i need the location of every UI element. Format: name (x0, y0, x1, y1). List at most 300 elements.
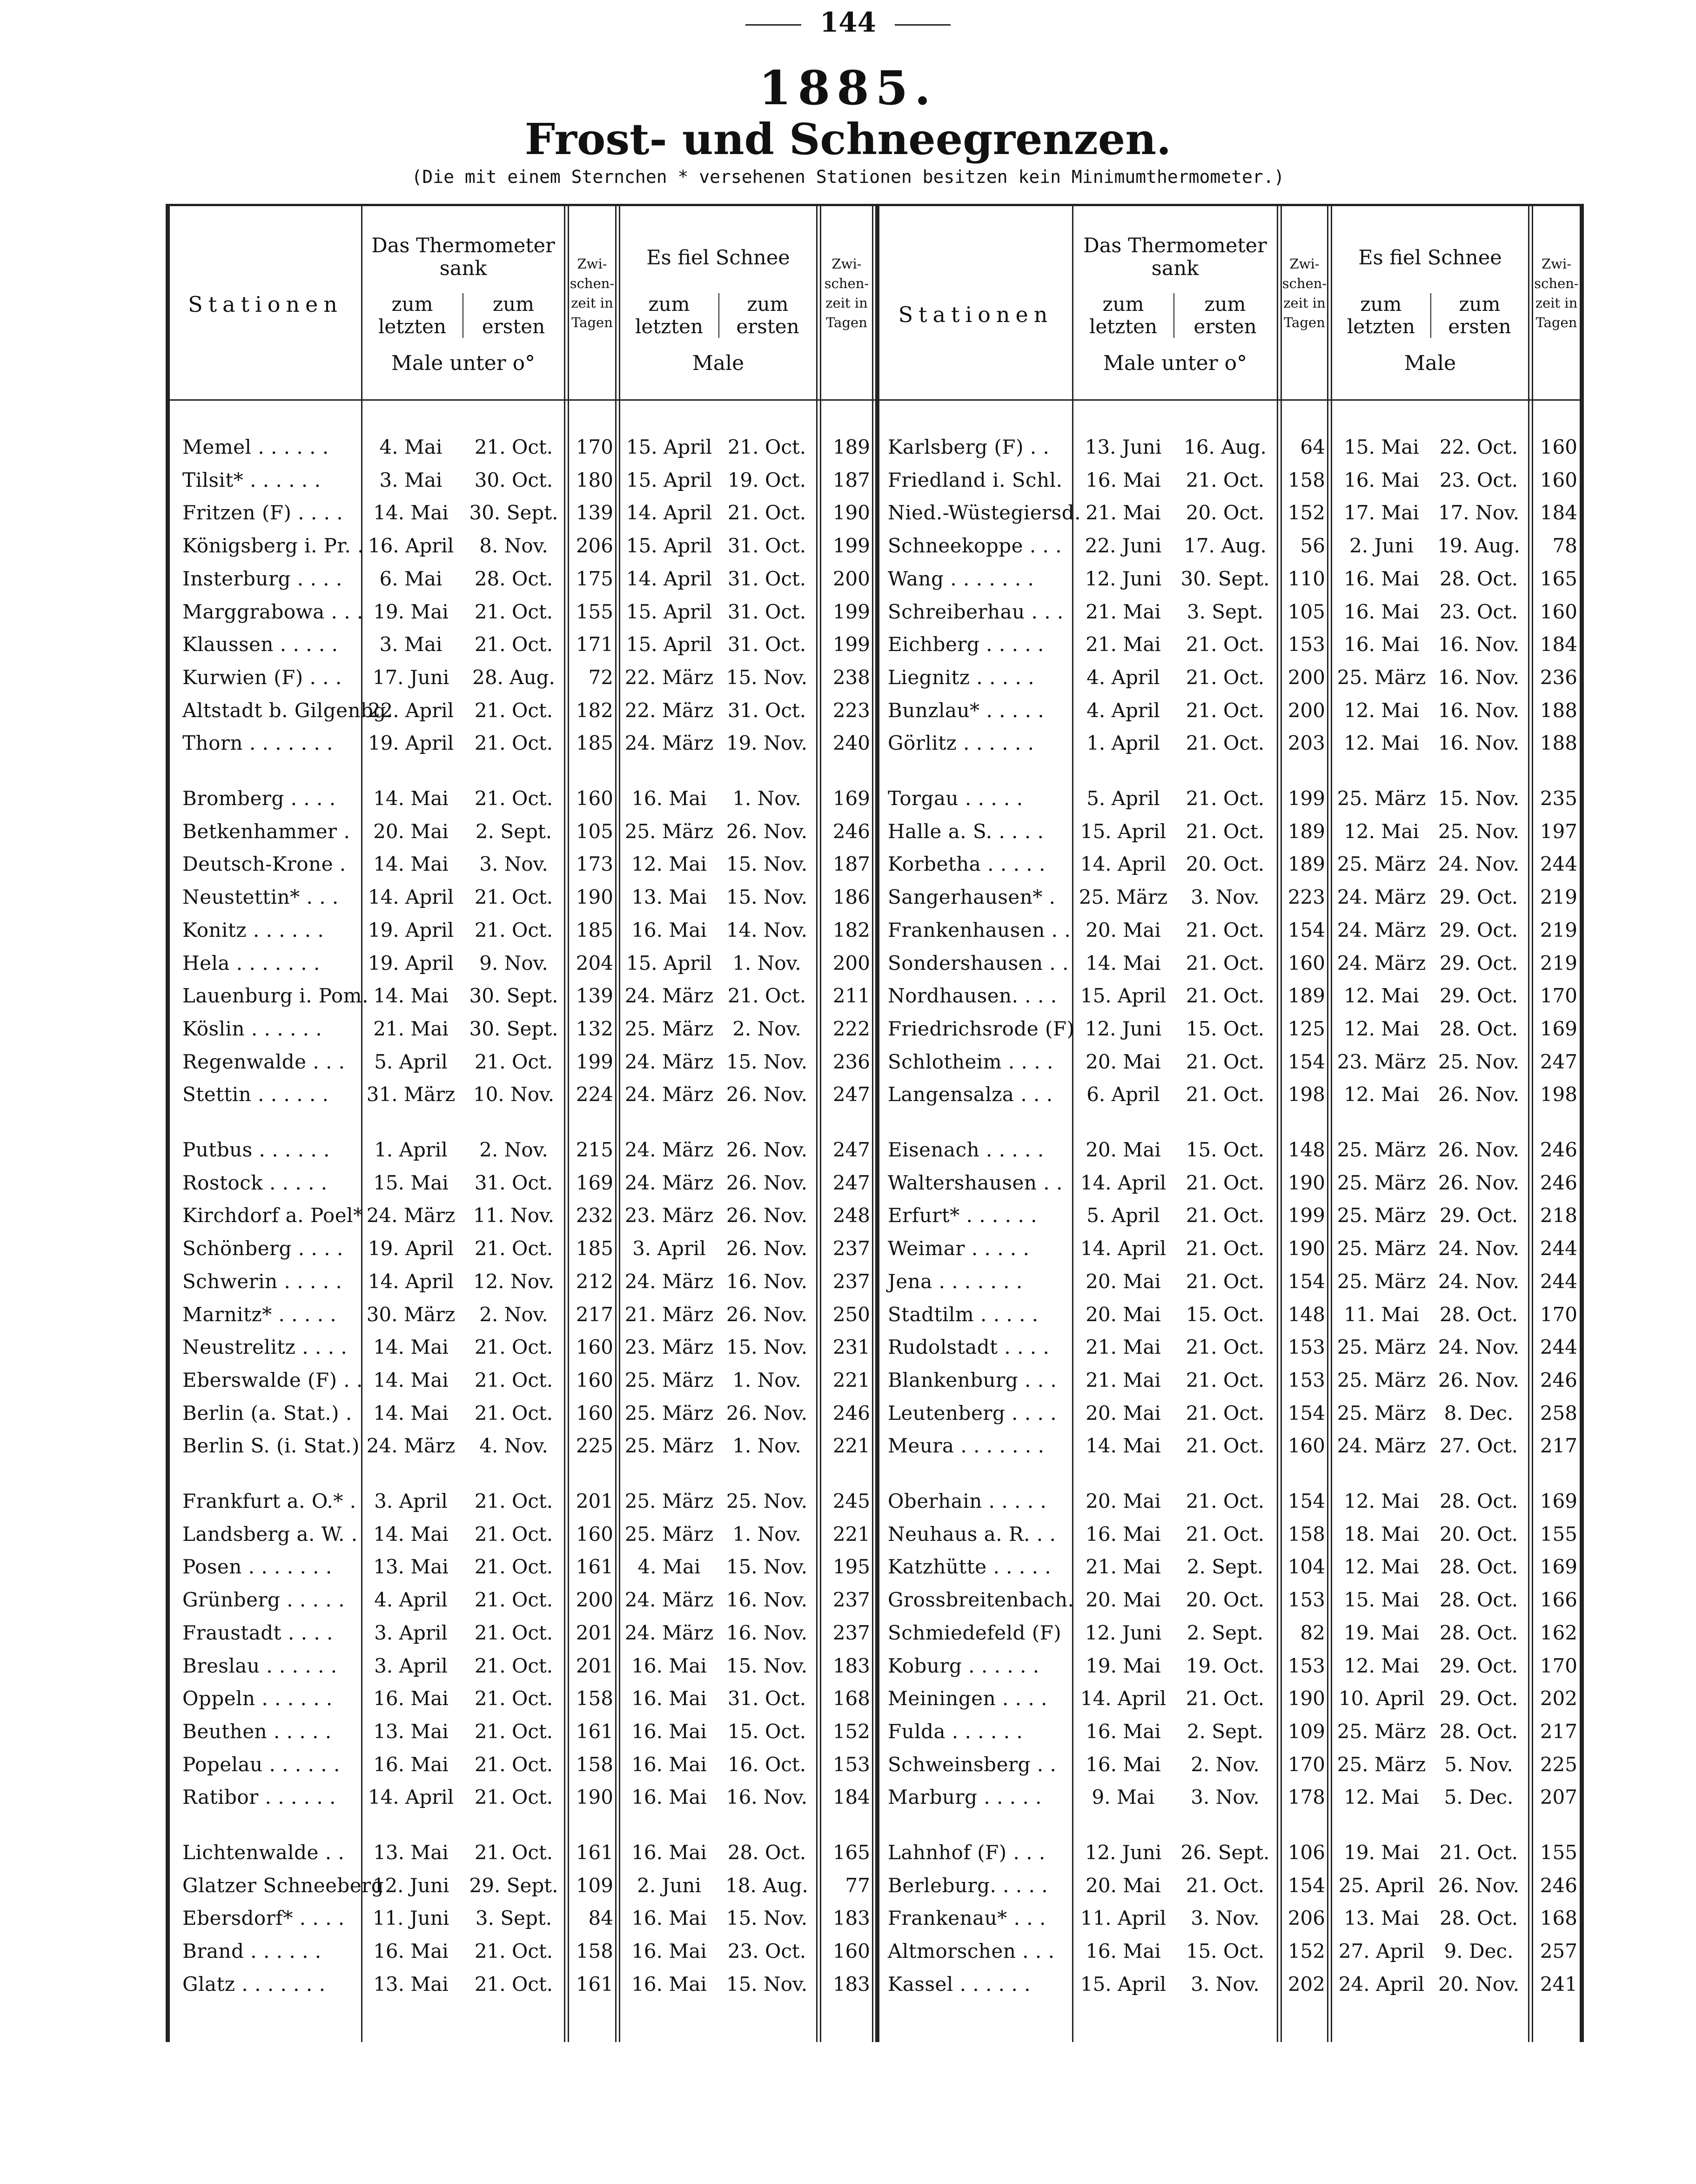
frost-interval-days: 132 (576, 1017, 613, 1040)
thermo-first-frost: 21. Oct. (474, 1654, 553, 1677)
thermo-last-frost: 16. April (368, 534, 454, 558)
right-table-row (166, 661, 1584, 694)
header-stations: Stationen (188, 292, 343, 317)
station-name: Stettin . . . . . . (182, 1083, 329, 1106)
snow-interval-days: 186 (832, 886, 870, 909)
station-name: Jena . . . . . . . (888, 1270, 1023, 1293)
frost-interval-days: 206 (1287, 1907, 1325, 1930)
snow-interval-days: 246 (832, 1401, 870, 1425)
thermo-last-frost: 12. Juni (1085, 567, 1162, 590)
snow-first: 14. Nov. (726, 918, 808, 941)
thermo-last-frost: 4. Mai (379, 436, 442, 458)
snow-interval-days: 245 (832, 1490, 870, 1512)
right-table-row (166, 1682, 1584, 1715)
header-zum-letzten: zum letzten (1347, 293, 1415, 338)
snow-interval-days: 160 (1540, 436, 1577, 458)
thermo-first-frost: 21. Oct. (474, 1555, 553, 1579)
thermo-first-frost: 21. Oct. (1186, 1522, 1265, 1546)
station-name: Friedrichsrode (F) (888, 1017, 1075, 1040)
snow-interval-days: 236 (1540, 665, 1577, 689)
snow-last: 25. März (1337, 665, 1426, 689)
frost-interval-days: 104 (1287, 1555, 1325, 1579)
thermo-first-frost: 28. Aug. (472, 665, 555, 689)
thermo-last-frost: 20. Mai (1086, 1490, 1161, 1512)
station-name: Katzhütte . . . . . (888, 1555, 1052, 1579)
station-name: Wang . . . . . . . (888, 567, 1034, 590)
frost-interval-days: 201 (576, 1654, 613, 1677)
thermo-first-frost: 21. Oct. (1186, 1434, 1265, 1458)
thermo-last-frost: 24. März (366, 1434, 456, 1458)
sub-divider (1173, 293, 1174, 338)
snow-first: 20. Nov. (1438, 1972, 1520, 1996)
frost-interval-days: 158 (576, 1753, 613, 1776)
snow-interval-days: 170 (1540, 1303, 1577, 1326)
thermo-first-frost: 4. Nov. (479, 1434, 548, 1458)
station-name: Fritzen (F) . . . . (182, 501, 343, 524)
header-zwischenzeit: Zwi- schen- zeit in Tagen (1534, 256, 1579, 331)
thermo-last-frost: 20. Mai (1086, 1138, 1161, 1161)
frost-interval-days: 182 (576, 699, 613, 722)
header-male-unter-null: Male unter o° (391, 351, 536, 375)
frost-interval-days: 200 (1287, 665, 1325, 689)
snow-last: 23. März (624, 1204, 714, 1227)
snow-first: 26. Nov. (726, 1083, 808, 1106)
thermo-first-frost: 21. Oct. (1186, 1050, 1265, 1073)
frost-interval-days: 170 (576, 436, 613, 458)
snow-last: 23. März (624, 1336, 714, 1359)
frost-interval-days: 190 (1287, 1687, 1325, 1710)
thermo-last-frost: 19. Mai (373, 600, 449, 623)
snow-last: 16. Mai (631, 918, 707, 941)
snow-last: 16. Mai (1344, 600, 1419, 623)
frost-interval-days: 139 (576, 501, 613, 524)
snow-first: 31. Oct. (727, 1687, 806, 1710)
snow-first: 24. Nov. (1438, 1270, 1520, 1293)
snow-last: 11. Mai (1344, 1303, 1419, 1326)
frost-interval-days: 148 (1287, 1303, 1325, 1326)
thermo-last-frost: 16. Mai (1086, 1940, 1161, 1963)
frost-interval-days: 200 (1287, 699, 1325, 722)
thermo-last-frost: 16. Mai (373, 1940, 449, 1963)
right-table-row (166, 1584, 1584, 1616)
thermo-first-frost: 2. Nov. (479, 1138, 548, 1161)
thermo-first-frost: 2. Nov. (479, 1303, 548, 1326)
subtitle-note: (Die mit einem Sternchen * versehenen Stationen besitzen kein Minimumthermometer.) (411, 167, 1285, 187)
snow-first: 24. Nov. (1438, 1237, 1520, 1260)
station-name: Schreiberhau . . . (888, 600, 1064, 623)
frost-interval-days: 139 (576, 984, 613, 1008)
snow-interval-days: 237 (832, 1621, 870, 1644)
snow-last: 14. April (626, 567, 712, 590)
snow-first: 19. Aug. (1437, 534, 1520, 558)
snow-first: 26. Nov. (1438, 1368, 1520, 1391)
snow-first: 16. Nov. (726, 1270, 808, 1293)
snow-interval-days: 198 (1540, 1083, 1577, 1106)
frost-interval-days: 173 (576, 853, 613, 876)
frost-interval-days: 153 (1287, 1336, 1325, 1359)
station-name: Posen . . . . . . . (182, 1555, 332, 1579)
snow-first: 1. Nov. (732, 951, 801, 974)
snow-interval-days: 241 (1540, 1972, 1577, 1996)
snow-first: 17. Nov. (1438, 501, 1520, 524)
snow-interval-days: 211 (832, 984, 870, 1008)
thermo-last-frost: 12. Juni (1085, 1017, 1162, 1040)
snow-last: 25. März (624, 1522, 714, 1546)
snow-last: 25. März (624, 1434, 714, 1458)
station-name: Schneekoppe . . . (888, 534, 1062, 558)
station-name: Altstadt b. Gilgenbg. (182, 699, 393, 722)
snow-first: 15. Nov. (1438, 787, 1520, 810)
frost-interval-days: 109 (576, 1874, 613, 1897)
station-name: Rudolstadt . . . . (888, 1336, 1050, 1359)
frost-interval-days: 106 (1287, 1841, 1325, 1864)
header-male-unter-null: Male unter o° (1103, 351, 1247, 375)
thermo-last-frost: 3. Mai (379, 468, 442, 491)
snow-last: 4. Mai (637, 1555, 701, 1579)
right-table-row (166, 1935, 1584, 1968)
snow-first: 31. Oct. (727, 600, 806, 623)
thermo-first-frost: 3. Sept. (1187, 600, 1264, 623)
thermo-first-frost: 2. Sept. (1187, 1621, 1264, 1644)
thermo-first-frost: 15. Oct. (1186, 1303, 1265, 1326)
frost-interval-days: 64 (1300, 436, 1325, 458)
snow-last: 25. März (1337, 1204, 1426, 1227)
thermo-last-frost: 20. Mai (1086, 918, 1161, 941)
snow-first: 15. Nov. (726, 1050, 808, 1073)
snow-interval-days: 238 (832, 665, 870, 689)
snow-last: 16. Mai (631, 1907, 707, 1930)
thermo-last-frost: 14. April (368, 886, 454, 909)
thermo-last-frost: 14. Mai (373, 1522, 449, 1546)
thermo-last-frost: 21. Mai (1086, 1555, 1161, 1579)
thermo-first-frost: 21. Oct. (474, 1490, 553, 1512)
frost-interval-days: 190 (576, 1786, 613, 1809)
thermo-first-frost: 21. Oct. (474, 1621, 553, 1644)
thermo-first-frost: 21. Oct. (1186, 1171, 1265, 1194)
right-table-row (166, 848, 1584, 880)
thermo-last-frost: 14. Mai (373, 501, 449, 524)
frost-interval-days: 72 (588, 665, 613, 689)
snow-first: 28. Oct. (1439, 1555, 1518, 1579)
thermo-first-frost: 21. Oct. (1186, 1083, 1265, 1106)
thermo-first-frost: 21. Oct. (1186, 1237, 1265, 1260)
snow-last: 25. März (624, 820, 714, 843)
frost-interval-days: 158 (576, 1940, 613, 1963)
frost-interval-days: 110 (1287, 567, 1325, 590)
snow-first: 26. Nov. (726, 1237, 808, 1260)
snow-last: 13. Mai (1344, 1907, 1419, 1930)
snow-last: 16. Mai (631, 787, 707, 810)
frost-interval-days: 82 (1300, 1621, 1325, 1644)
thermo-first-frost: 15. Oct. (1186, 1017, 1265, 1040)
snow-last: 24. März (624, 1270, 714, 1293)
thermo-last-frost: 22. April (368, 699, 454, 722)
thermo-last-frost: 19. April (368, 732, 454, 755)
header-zum-letzten: zum letzten (635, 293, 704, 338)
thermo-last-frost: 9. Mai (1092, 1786, 1155, 1809)
station-name: Rostock . . . . . (182, 1171, 328, 1194)
thermo-first-frost: 30. Oct. (474, 468, 553, 491)
snow-first: 16. Nov. (1438, 732, 1520, 755)
snow-interval-days: 217 (1540, 1720, 1577, 1743)
station-name: Marggrabowa . . . (182, 600, 363, 623)
snow-first: 15. Nov. (726, 1654, 808, 1677)
snow-interval-days: 168 (832, 1687, 870, 1710)
frost-interval-days: 201 (576, 1490, 613, 1512)
thermo-last-frost: 13. Mai (373, 1555, 449, 1579)
snow-interval-days: 160 (1540, 468, 1577, 491)
snow-first: 26. Nov. (1438, 1083, 1520, 1106)
snow-first: 24. Nov. (1438, 853, 1520, 876)
snow-last: 15. Mai (1344, 436, 1419, 458)
header-zwischenzeit: Zwi- schen- zeit in Tagen (824, 256, 869, 331)
snow-interval-days: 258 (1540, 1401, 1577, 1425)
snow-first: 28. Oct. (1439, 1017, 1518, 1040)
snow-last: 12. Mai (1344, 1017, 1419, 1040)
snow-interval-days: 162 (1540, 1621, 1577, 1644)
station-name: Sondershausen . . (888, 951, 1069, 974)
snow-last: 25. März (1337, 1171, 1426, 1194)
frost-interval-days: 200 (576, 1588, 613, 1612)
snow-last: 24. März (1337, 918, 1426, 941)
frost-interval-days: 215 (576, 1138, 613, 1161)
frost-interval-days: 154 (1287, 1050, 1325, 1073)
thermo-last-frost: 16. Mai (373, 1753, 449, 1776)
snow-first: 31. Oct. (727, 699, 806, 722)
snow-first: 26. Nov. (1438, 1171, 1520, 1194)
snow-first: 29. Oct. (1439, 1654, 1518, 1677)
thermo-first-frost: 21. Oct. (474, 1786, 553, 1809)
thermo-last-frost: 21. Mai (373, 1017, 449, 1040)
thermo-last-frost: 11. Juni (372, 1907, 449, 1930)
snow-first: 1. Nov. (732, 1434, 801, 1458)
snow-interval-days: 170 (1540, 984, 1577, 1008)
snow-first: 22. Oct. (1439, 436, 1518, 458)
thermo-first-frost: 31. Oct. (474, 1171, 553, 1194)
thermo-last-frost: 14. April (1080, 1237, 1166, 1260)
snow-interval-days: 155 (1540, 1841, 1577, 1864)
snow-first: 26. Nov. (726, 1401, 808, 1425)
snow-interval-days: 225 (1540, 1753, 1577, 1776)
snow-first: 26. Nov. (1438, 1874, 1520, 1897)
thermo-last-frost: 11. April (1080, 1907, 1166, 1930)
station-name: Meura . . . . . . . (888, 1434, 1045, 1458)
station-name: Glatz . . . . . . . (182, 1972, 326, 1996)
frost-interval-days: 105 (576, 820, 613, 843)
thermo-first-frost: 21. Oct. (1186, 1368, 1265, 1391)
snow-interval-days: 77 (845, 1874, 870, 1897)
right-table-row (166, 1518, 1584, 1551)
thermo-first-frost: 17. Aug. (1184, 534, 1267, 558)
snow-last: 22. März (624, 665, 714, 689)
frost-interval-days: 109 (1287, 1720, 1325, 1743)
header-zwischenzeit: Zwi- schen- zeit in Tagen (570, 256, 615, 331)
snow-last: 25. März (1337, 1336, 1426, 1359)
snow-interval-days: 246 (1540, 1138, 1577, 1161)
frost-interval-days: 169 (576, 1171, 613, 1194)
thermo-last-frost: 4. April (1086, 699, 1160, 722)
station-name: Eichberg . . . . . (888, 633, 1044, 656)
frost-interval-days: 152 (1287, 501, 1325, 524)
frost-interval-days: 125 (1287, 1017, 1325, 1040)
frost-interval-days: 56 (1300, 534, 1325, 558)
snow-first: 26. Nov. (1438, 1138, 1520, 1161)
snow-last: 24. März (1337, 951, 1426, 974)
snow-last: 24. März (624, 1083, 714, 1106)
header-zum-ersten: zum ersten (1193, 293, 1257, 338)
snow-interval-days: 184 (832, 1786, 870, 1809)
snow-interval-days: 219 (1540, 951, 1577, 974)
thermo-first-frost: 21. Oct. (1186, 468, 1265, 491)
frost-interval-days: 178 (1287, 1786, 1325, 1809)
snow-last: 24. März (624, 732, 714, 755)
frost-interval-days: 154 (1287, 918, 1325, 941)
frost-interval-days: 202 (1287, 1972, 1325, 1996)
snow-interval-days: 246 (1540, 1171, 1577, 1194)
snow-first: 26. Nov. (726, 1171, 808, 1194)
snow-last: 16. Mai (1344, 633, 1419, 656)
thermo-first-frost: 21. Oct. (1186, 1874, 1265, 1897)
snow-first: 28. Oct. (1439, 1720, 1518, 1743)
snow-last: 25. März (624, 1401, 714, 1425)
station-name: Grünberg . . . . . (182, 1588, 345, 1612)
right-table-row (166, 1485, 1584, 1518)
snow-last: 12. Mai (1344, 820, 1419, 843)
snow-last: 14. April (626, 501, 712, 524)
station-name: Popelau . . . . . . (182, 1753, 340, 1776)
frost-interval-days: 190 (576, 886, 613, 909)
right-table-row (166, 1430, 1584, 1462)
right-table-row (166, 1902, 1584, 1935)
thermo-first-frost: 8. Nov. (479, 534, 548, 558)
thermo-last-frost: 25. März (1079, 886, 1168, 909)
frost-interval-days: 154 (1287, 1874, 1325, 1897)
thermo-first-frost: 15. Oct. (1186, 1940, 1265, 1963)
thermo-last-frost: 19. April (368, 951, 454, 974)
thermo-first-frost: 28. Oct. (474, 567, 553, 590)
frost-interval-days: 190 (1287, 1171, 1325, 1194)
snow-first: 29. Oct. (1439, 886, 1518, 909)
snow-last: 12. Mai (1344, 1083, 1419, 1106)
snow-last: 3. April (632, 1237, 706, 1260)
snow-first: 19. Oct. (727, 468, 806, 491)
frost-interval-days: 161 (576, 1841, 613, 1864)
snow-last: 12. Mai (1344, 984, 1419, 1008)
snow-first: 16. Nov. (726, 1786, 808, 1809)
right-table-row (166, 1134, 1584, 1166)
thermo-first-frost: 2. Sept. (1187, 1720, 1264, 1743)
station-name: Breslau . . . . . . (182, 1654, 337, 1677)
thermo-last-frost: 15. April (1080, 820, 1166, 843)
frost-interval-days: 152 (1287, 1940, 1325, 1963)
station-name: Fulda . . . . . . (888, 1720, 1023, 1743)
station-name: Lahnhof (F) . . . (888, 1841, 1046, 1864)
snow-first: 29. Oct. (1439, 951, 1518, 974)
snow-last: 2. Juni (1349, 534, 1414, 558)
station-name: Hela . . . . . . . (182, 951, 320, 974)
snow-interval-days: 221 (832, 1368, 870, 1391)
station-name: Bunzlau* . . . . . (888, 699, 1045, 722)
station-name: Glatzer Schneeberg (182, 1874, 384, 1897)
snow-interval-days: 235 (1540, 787, 1577, 810)
thermo-last-frost: 5. April (1086, 1204, 1160, 1227)
snow-interval-days: 183 (832, 1907, 870, 1930)
snow-last: 16. Mai (631, 1753, 707, 1776)
right-table-row (166, 980, 1584, 1012)
station-name: Fraustadt . . . . (182, 1621, 333, 1644)
station-name: Köslin . . . . . . (182, 1017, 322, 1040)
frost-interval-days: 153 (1287, 1368, 1325, 1391)
frost-interval-days: 161 (576, 1972, 613, 1996)
frost-interval-days: 185 (576, 1237, 613, 1260)
snow-interval-days: 223 (832, 699, 870, 722)
thermo-first-frost: 21. Oct. (1186, 732, 1265, 755)
thermo-first-frost: 21. Oct. (474, 1972, 553, 1996)
right-table-row (166, 1331, 1584, 1364)
frost-interval-days: 154 (1287, 1490, 1325, 1512)
snow-last: 24. März (624, 1171, 714, 1194)
station-name: Regenwalde . . . (182, 1050, 345, 1073)
snow-first: 28. Oct. (1439, 1621, 1518, 1644)
snow-interval-days: 169 (1540, 1555, 1577, 1579)
thermo-first-frost: 21. Oct. (1186, 633, 1265, 656)
thermo-last-frost: 14. Mai (373, 787, 449, 810)
frost-interval-days: 161 (576, 1555, 613, 1579)
snow-last: 25. April (1338, 1874, 1425, 1897)
thermo-first-frost: 30. Sept. (1180, 567, 1270, 590)
station-name: Oberhain . . . . . (888, 1490, 1047, 1512)
thermo-first-frost: 21. Oct. (1186, 665, 1265, 689)
thermo-last-frost: 17. Juni (372, 665, 449, 689)
frost-interval-days: 180 (576, 468, 613, 491)
snow-interval-days: 187 (832, 853, 870, 876)
header-male: Male (692, 351, 744, 375)
snow-interval-days: 237 (832, 1237, 870, 1260)
snow-last: 10. April (1338, 1687, 1425, 1710)
snow-first: 21. Oct. (727, 501, 806, 524)
frost-interval-days: 201 (576, 1621, 613, 1644)
snow-first: 15. Nov. (726, 1336, 808, 1359)
right-table-row (166, 914, 1584, 947)
frost-interval-days: 160 (1287, 1434, 1325, 1458)
thermo-first-frost: 21. Oct. (474, 1336, 553, 1359)
snow-last: 16. Mai (631, 1720, 707, 1743)
snow-last: 16. Mai (1344, 468, 1419, 491)
snow-first: 16. Oct. (727, 1753, 806, 1776)
snow-interval-days: 246 (1540, 1368, 1577, 1391)
station-name: Beuthen . . . . . (182, 1720, 332, 1743)
snow-first: 23. Oct. (1439, 468, 1518, 491)
thermo-last-frost: 3. April (374, 1654, 448, 1677)
thermo-last-frost: 5. April (1086, 787, 1160, 810)
snow-interval-days: 170 (1540, 1654, 1577, 1677)
frost-interval-days: 189 (1287, 853, 1325, 876)
thermo-last-frost: 4. April (374, 1588, 448, 1612)
thermo-first-frost: 21. Oct. (1186, 699, 1265, 722)
snow-interval-days: 231 (832, 1336, 870, 1359)
right-table-row (166, 1397, 1584, 1430)
table-top-rule (166, 204, 1584, 206)
snow-first: 24. Nov. (1438, 1336, 1520, 1359)
snow-first: 16. Nov. (1438, 665, 1520, 689)
station-name: Frankenau* . . . (888, 1907, 1046, 1930)
snow-first: 16. Nov. (726, 1588, 808, 1612)
station-name: Grossbreitenbach. (888, 1588, 1074, 1612)
snow-first: 25. Nov. (726, 1490, 808, 1512)
thermo-last-frost: 20. Mai (373, 820, 449, 843)
snow-last: 15. April (626, 436, 712, 458)
station-name: Kurwien (F) . . . (182, 665, 342, 689)
